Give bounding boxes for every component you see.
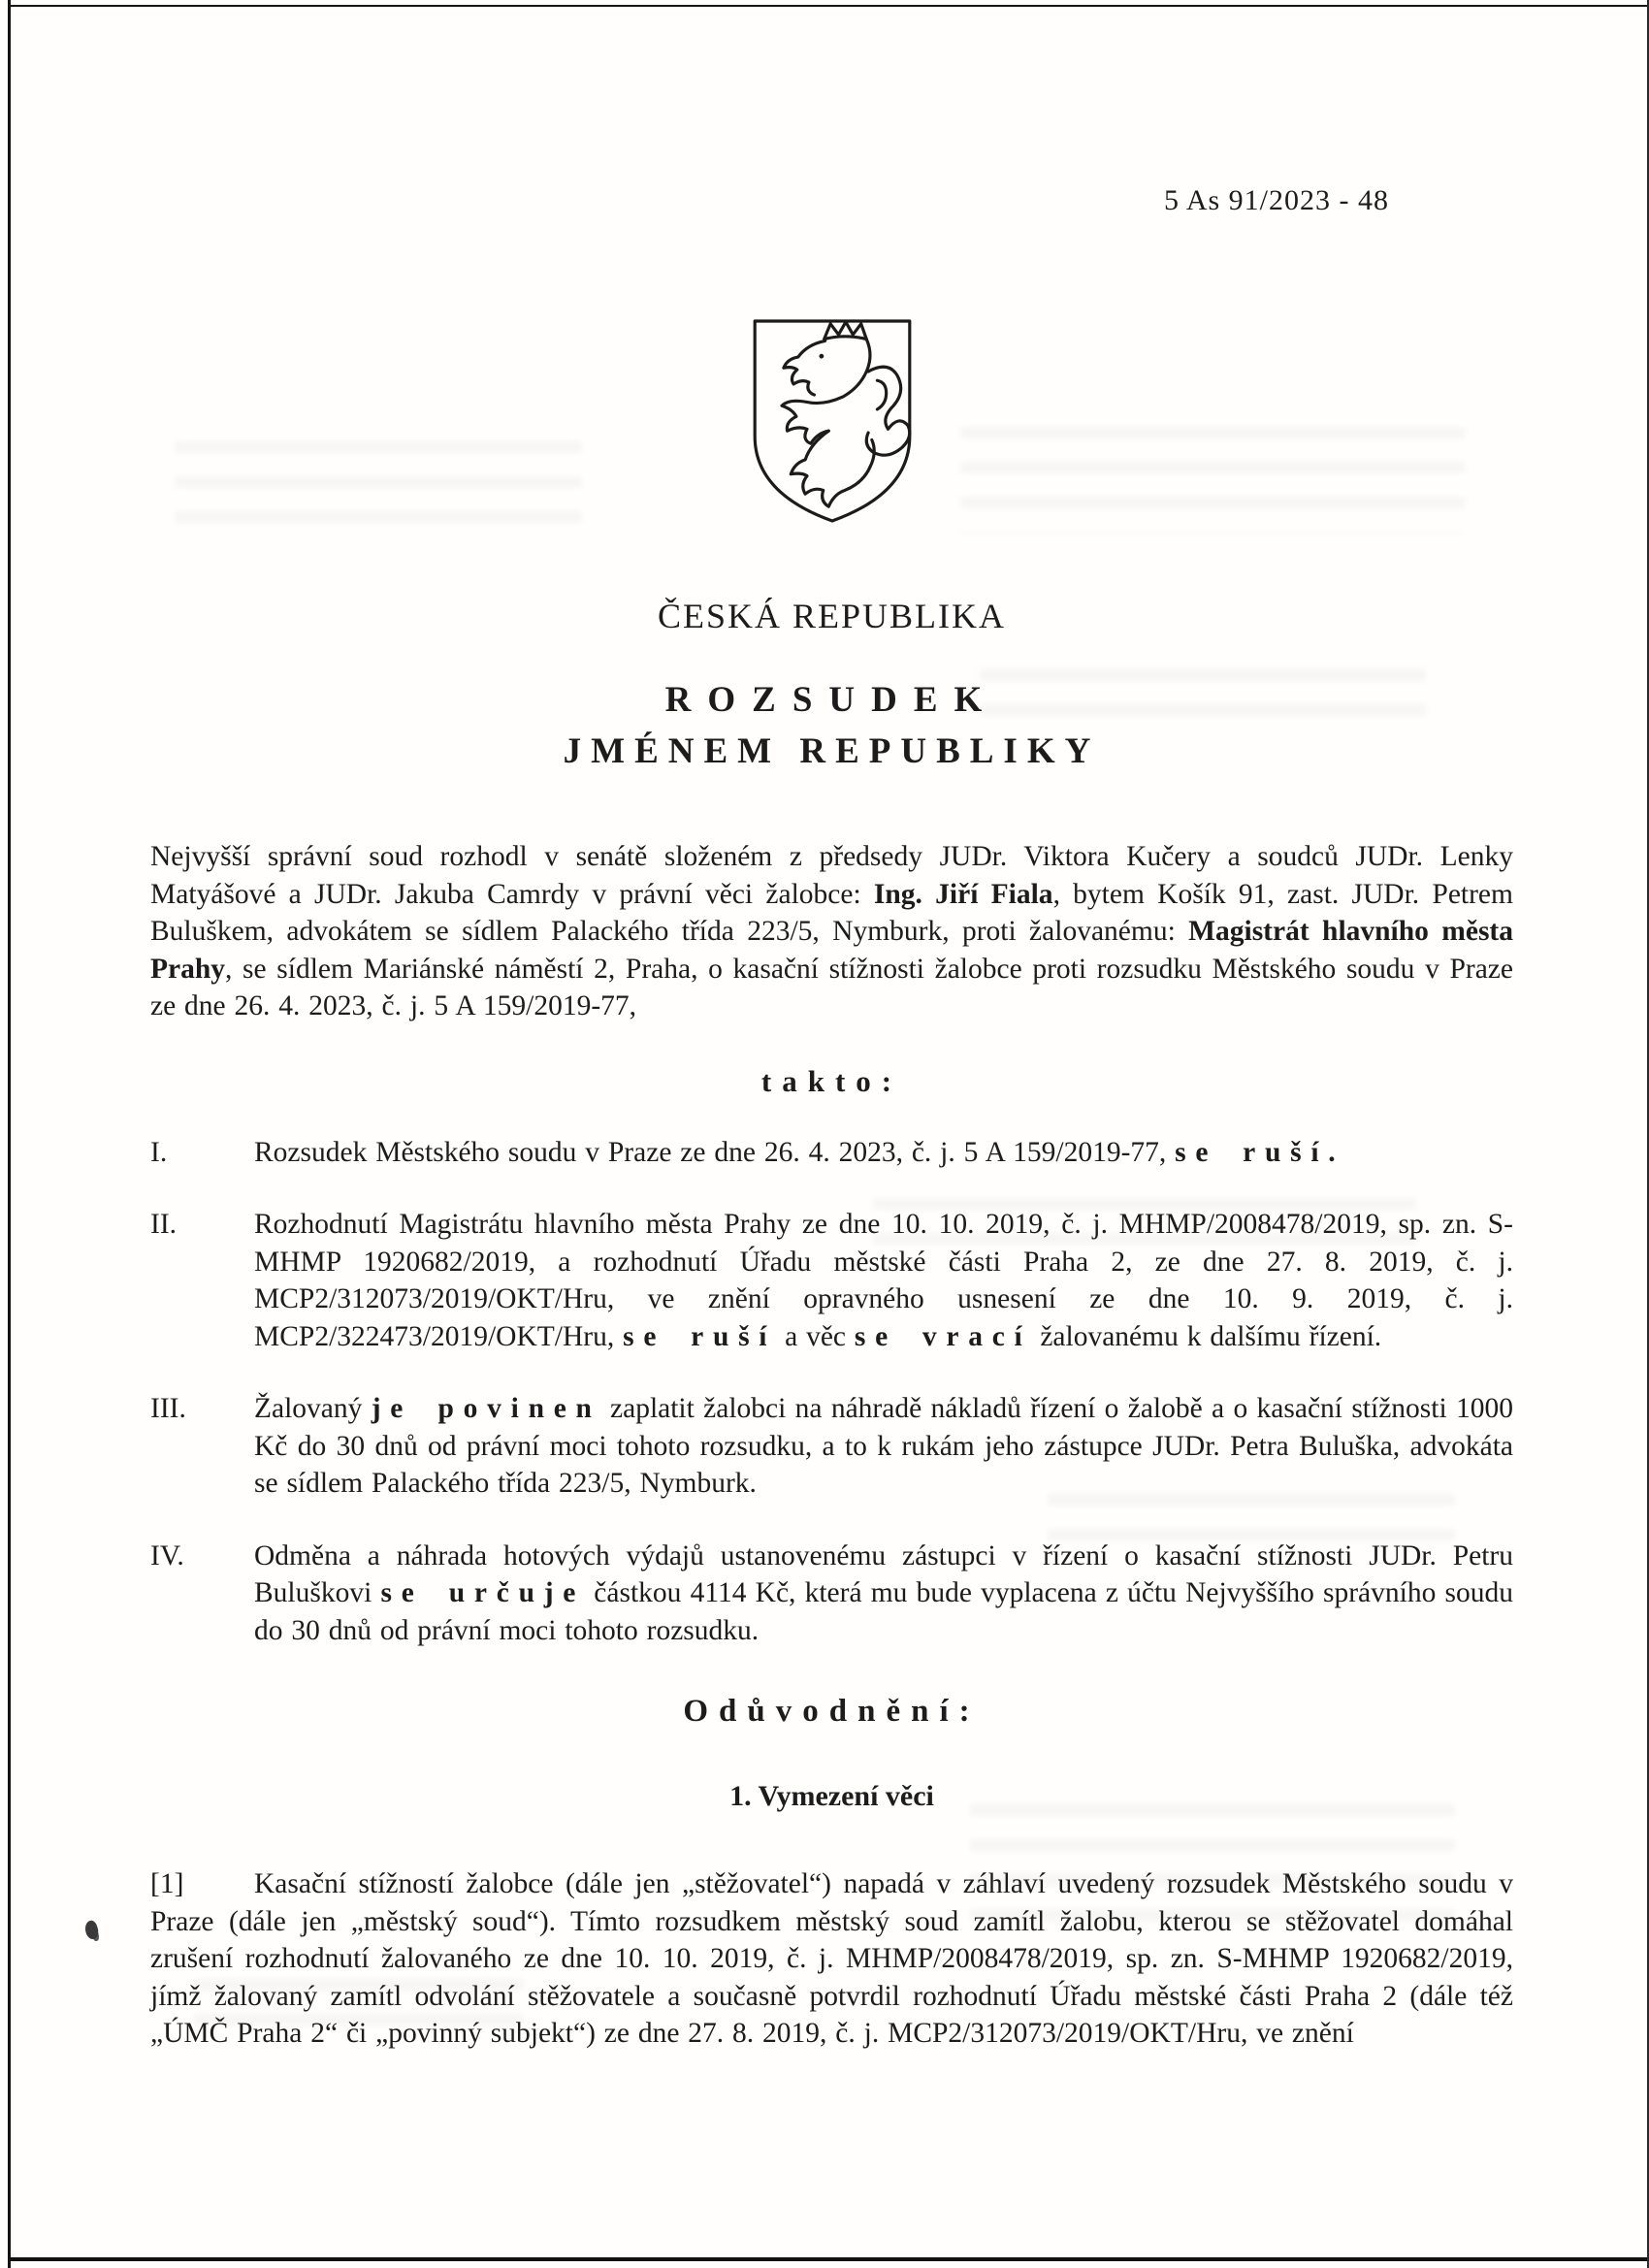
verdict-item-2 [150, 1206, 1513, 1355]
country-title: ČESKÁ REPUBLIKA [657, 597, 1007, 635]
verdict-segment: Rozsudek Městského soudu v Praze ze dne 26. 4. 2023, č. j. 5 A 159/2019-77, [254, 1136, 1176, 1168]
verdict-emphasis: se ruší [623, 1320, 777, 1352]
verdict-text [254, 1134, 1513, 1172]
intro-part2: , bytem Košík 91, zast. JUDr. Petrem Buluškem, advokátem se sídlem Palackého třída 223/5, Nymburk, proti žalovanému: [150, 878, 1513, 947]
verdict-emphasis: se určuje [380, 1577, 586, 1608]
reasoning-paragraph-1 [150, 1865, 1513, 2053]
takto-heading: takto: [760, 1063, 903, 1098]
verdict-segment: Žalovaný [254, 1393, 372, 1424]
verdict-numeral: I. [150, 1136, 168, 1168]
czech-coat-of-arms-icon [742, 308, 922, 534]
defendant-name: Magistrát hlavního města Prahy [150, 916, 1513, 985]
verdict-numeral: IV. [150, 1539, 184, 1571]
verdict-emphasis: je povinen [371, 1393, 601, 1424]
verdict-numeral: II. [150, 1209, 178, 1240]
paragraph-number: [1] [150, 1868, 184, 1899]
verdict-segment: a věc [776, 1320, 855, 1352]
verdict-item-3 [150, 1390, 1513, 1503]
reasoning-heading: Odůvodnění: [683, 1694, 981, 1729]
scan-edge-bottom [8, 2257, 1649, 2261]
intro-part3: , se sídlem Mariánské náměstí 2, Praha, o kasační stížnosti žalobce proti rozsudku Městského soudu v Praze ze dne 26. 4. 2023, č. j. 5 A 159/2019-77, [150, 953, 1513, 1021]
document-title-line2: JMÉNEM REPUBLIKY [563, 731, 1101, 771]
verdict-segment: žalovanému k dalšímu řízení. [1031, 1320, 1382, 1352]
verdict-list [150, 1134, 1513, 1650]
verdict-numeral: III. [150, 1393, 186, 1424]
verdict-item-1 [150, 1134, 1513, 1172]
verdict-text [254, 1206, 1513, 1355]
document-title-line1: ROZSUDEK [664, 680, 999, 720]
verdict-segment: Odměna a náhrada hotových výdajů ustanovenému zástupci v řízení o kasační stížnosti JUDr. Petru Buluškovi [254, 1539, 1513, 1608]
ink-smudge [82, 1919, 100, 1940]
intro-paragraph [150, 838, 1513, 1025]
verdict-text [254, 1390, 1513, 1503]
document-content [150, 0, 1513, 2053]
verdict-segment: zaplatit žalobci na náhradě nákladů řízení o žalobě a o kasační stížnosti 1000 Kč do 30 dnů od právní moci tohoto rozsudku, a to k rukám jeho zástupce JUDr. Petra Buluška, advokáta se sídlem Palackého třída 223/5, Nymburk. [254, 1393, 1513, 1499]
intro-part1: Nejvyšší správní soud rozhodl v senátě složeném z předsedy JUDr. Viktora Kučery a soudců JUDr. Lenky Matyášové a JUDr. Jakuba Camrdy v právní věci žalobce: [150, 841, 1513, 910]
verdict-emphasis: se ruší. [1175, 1136, 1345, 1168]
scan-edge-left [8, 0, 11, 2268]
verdict-text [254, 1538, 1513, 1650]
verdict-segment: částkou 4114 Kč, která mu bude vyplacena z účtu Nejvyššího správního soudu do 30 dnů od právní moci tohoto rozsudku. [254, 1577, 1513, 1646]
verdict-emphasis: se vrací [854, 1320, 1032, 1352]
verdict-segment: Rozhodnutí Magistrátu hlavního města Prahy ze dne 10. 10. 2019, č. j. MHMP/2008478/2019, sp. zn. S-MHMP 1920682/2019, a rozhodnutí Úřadu městské části Praha 2, ze dne 27. 8. 2019, č. j. MCP2/312073/2019/OKT/Hru, ve znění opravného usnesení ze dne 10. 9. 2019, č. j. MCP2/322473/2019/OKT/Hru, [254, 1209, 1513, 1352]
section-1-heading: 1. Vymezení věci [729, 1780, 934, 1812]
case-number: 5 As 91/2023 - 48 [1163, 184, 1389, 216]
paragraph-text: Kasační stížností žalobce (dále jen „stěžovatel“) napadá v záhlaví uvedený rozsudek Městského soudu v Praze (dále jen „městský soud“). Tímto rozsudkem městský soud zamítl žalobu, kterou se stěžovatel domáhal zrušení rozhodnutí žalovaného ze dne 10. 10. 2019, č. j. MHMP/2008478/2019, sp. zn. S-MHMP 1920682/2019, jímž žalovaný zamítl odvolání stěžovatele a současně potvrdil rozhodnutí Úřadu městské části Praha 2 (dále též „ÚMČ Praha 2“ či „povinný subjekt“) ze dne 27. 8. 2019, č. j. MCP2/312073/2019/OKT/Hru, ve znění [150, 1868, 1513, 2049]
verdict-item-4 [150, 1538, 1513, 1650]
plaintiff-name: Ing. Jiří Fiala [873, 878, 1053, 910]
